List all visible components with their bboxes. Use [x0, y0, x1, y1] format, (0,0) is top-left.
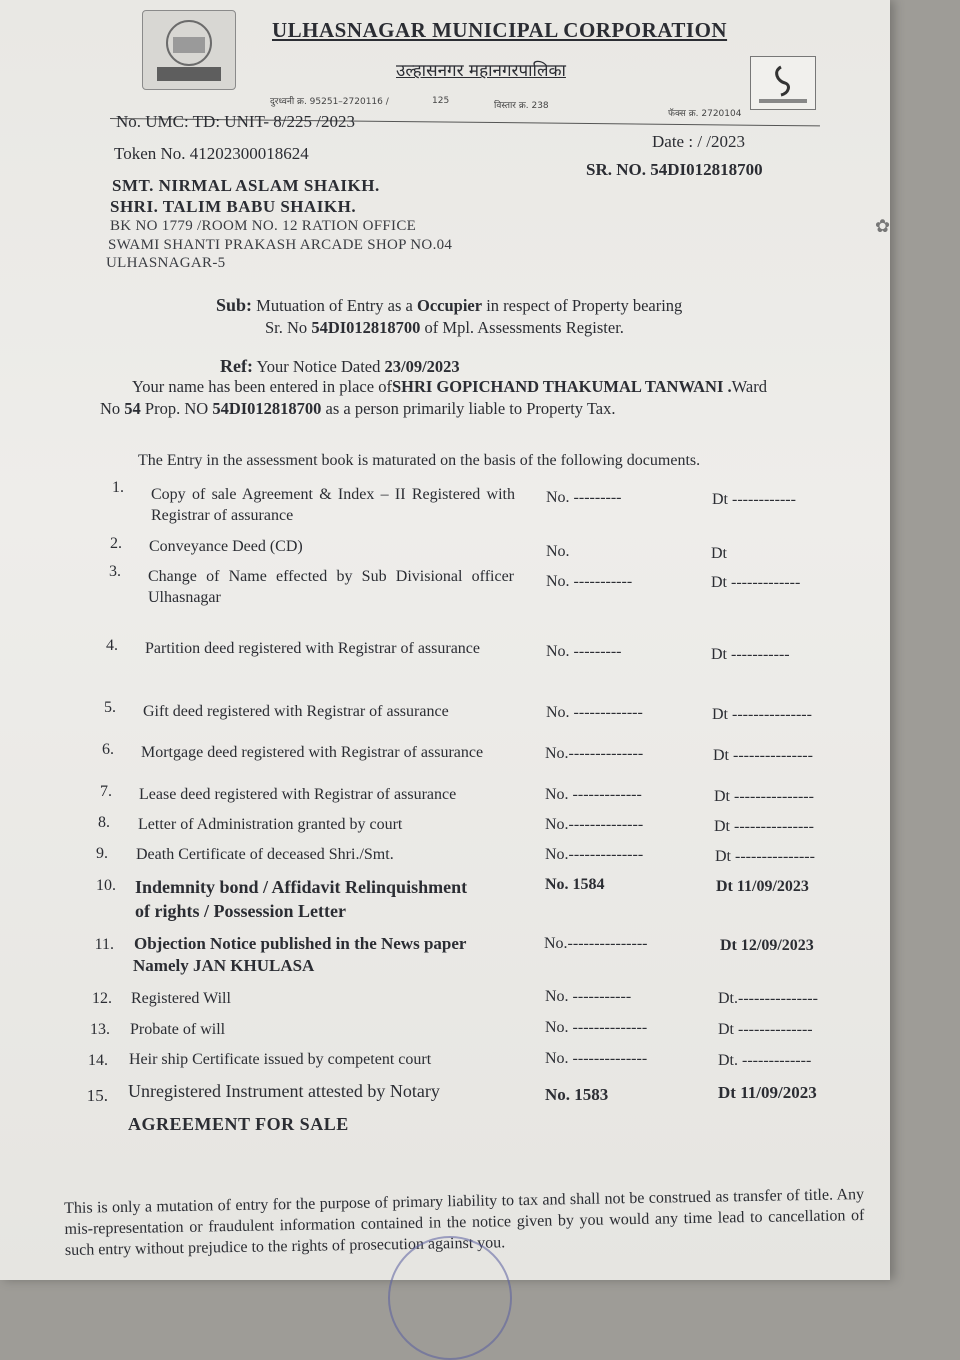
item-description: Probate of will — [130, 1021, 226, 1038]
item-date: Dt.--------------- — [718, 990, 818, 1007]
item-description: Objection Notice published in the News paper — [134, 934, 467, 953]
item-no: No. ------------- — [545, 786, 642, 803]
item-number: 8. — [98, 814, 110, 831]
phone-number: दुरध्वनी क्र. 95251–2720116 / — [270, 97, 389, 107]
item-date: Dt --------------- — [713, 747, 813, 764]
municipal-emblem-icon — [142, 10, 236, 90]
item-date: Dt 12/09/2023 — [720, 937, 814, 954]
item-date: Dt --------------- — [712, 706, 812, 723]
item-no: No.-------------- — [545, 745, 644, 762]
address-line-2: SWAMI SHANTI PRAKASH ARCADE SHOP NO.04 — [108, 237, 453, 253]
item-date: Dt ----------- — [711, 646, 790, 663]
item-description: Namely JAN KHULASA — [133, 956, 315, 975]
item-description: Lease deed registered with Registrar of assurance — [139, 786, 457, 803]
item-description: Mortgage deed registered with Registrar of assurance — [141, 744, 484, 761]
item-number: 11. — [94, 936, 114, 953]
item-no: No.-------------- — [545, 816, 644, 833]
footer-disclaimer: This is only a mutation of entry for the purpose of primary liability to tax and shall not be construed as transfer of title. Any mis-representation or fraudulent information contained in the notice given by you would any time lead to cancellation of such entry without prejudice to the rights of prosecution against you. — [64, 1186, 865, 1259]
addressee-name-1: SMT. NIRMAL ASLAM SHAIKH. — [112, 176, 380, 195]
item-no: No. -------------- — [545, 1050, 648, 1067]
item-description: Registered Will — [131, 990, 231, 1007]
fax-number: फॅक्स क्र. 2720104 — [668, 109, 742, 119]
item-no: No.--------------- — [544, 935, 648, 952]
item-number: 10. — [96, 877, 116, 894]
item-number: 13. — [90, 1021, 110, 1038]
reference-body-1: Your name has been entered in place ofSHRI GOPICHAND THAKUMAL TANWANI .Ward — [132, 377, 767, 396]
item-description: Letter of Administration granted by court — [138, 816, 403, 833]
serial-number: SR. NO. 54DI012818700 — [586, 160, 763, 179]
extension-number: विस्तार क्र. 238 — [494, 101, 549, 111]
item-no: No. 1584 — [545, 876, 605, 893]
item-date: Dt -------------- — [718, 1021, 813, 1038]
item-number: 1. — [112, 479, 124, 496]
reference-body-2: No 54 Prop. NO 54DI012818700 as a person primarily liable to Property Tax. — [100, 399, 616, 418]
item-no: No.-------------- — [545, 846, 644, 863]
corner-mark-icon: ✿ — [875, 216, 891, 236]
org-name-hindi: उल्हासनगर महानगरपालिका — [396, 61, 566, 81]
item-description: of rights / Possession Letter — [135, 901, 346, 921]
item-date: Dt ------------- — [711, 574, 801, 591]
item-number: 15. — [86, 1086, 108, 1105]
address-line-1: BK NO 1779 /ROOM NO. 12 RATION OFFICE — [110, 218, 417, 234]
org-name-english: ULHASNAGAR MUNICIPAL CORPORATION — [272, 18, 728, 42]
item-date: Dt --------------- — [715, 848, 815, 865]
item-no: No. --------- — [546, 489, 622, 506]
phone-extension: 125 — [432, 96, 450, 106]
token-number: Token No. 41202300018624 — [114, 144, 309, 163]
addressee-name-2: SHRI. TALIM BABU SHAIKH. — [110, 197, 357, 216]
item-no: No. --------- — [546, 643, 622, 660]
item-number: 4. — [106, 637, 118, 654]
item-no: No. 1583 — [545, 1085, 609, 1104]
reference-number: No. UMC: TD: UNIT- 8/225 /2023 — [116, 112, 355, 131]
item-no: No. ----------- — [545, 988, 632, 1005]
address-line-3: ULHASNAGAR-5 — [106, 255, 226, 271]
item-description: Heir ship Certificate issued by competent court — [129, 1051, 432, 1068]
swachh-logo-icon — [750, 56, 816, 110]
item-description: Unregistered Instrument attested by Notary — [128, 1081, 440, 1101]
item-description: Conveyance Deed (CD) — [149, 538, 303, 555]
item-description: Copy of sale Agreement & Index – II Registered with Registrar of assurance — [151, 486, 515, 524]
reference-line: Ref: Your Notice Dated 23/09/2023 — [220, 356, 460, 376]
item-number: 6. — [102, 741, 114, 758]
item-date: Dt 11/09/2023 — [718, 1083, 817, 1102]
item-date: Dt ------------ — [712, 491, 796, 508]
item-description: Gift deed registered with Registrar of assurance — [143, 703, 449, 720]
item-date: Dt. ------------- — [718, 1052, 812, 1069]
item-number: 7. — [100, 783, 112, 800]
item-number: 5. — [104, 699, 116, 716]
letter-date: Date : / /2023 — [652, 132, 746, 151]
item-date: Dt 11/09/2023 — [716, 878, 809, 895]
item-number: 3. — [109, 563, 121, 580]
documents-intro: The Entry in the assessment book is maturated on the basis of the following documents. — [138, 452, 701, 469]
item-number: 14. — [88, 1052, 108, 1069]
item-no: No. -------------- — [545, 1019, 648, 1036]
item-number: 2. — [110, 535, 122, 552]
item-description: Partition deed registered with Registrar of assurance — [145, 640, 480, 657]
item-no: No. — [546, 543, 570, 560]
item-no: No. ----------- — [546, 573, 633, 590]
official-seal-icon — [388, 1236, 512, 1360]
item-description: Indemnity bond / Affidavit Relinquishment — [135, 877, 468, 897]
item-note: AGREEMENT FOR SALE — [128, 1114, 349, 1134]
item-description: Change of Name effected by Sub Divisional officer Ulhasnagar — [148, 568, 514, 606]
item-date: Dt --------------- — [714, 818, 814, 835]
subject-line-1: Sub: Mutuation of Entry as a Occupier in respect of Property bearing — [216, 295, 683, 315]
item-no: No. ------------- — [546, 704, 643, 721]
item-description: Death Certificate of deceased Shri./Smt. — [136, 846, 394, 863]
subject-line-2: Sr. No 54DI012818700 of Mpl. Assessments Register. — [265, 318, 624, 337]
item-date: Dt --------------- — [714, 788, 814, 805]
item-number: 9. — [96, 845, 108, 862]
item-number: 12. — [92, 990, 112, 1007]
item-date: Dt — [711, 545, 727, 562]
